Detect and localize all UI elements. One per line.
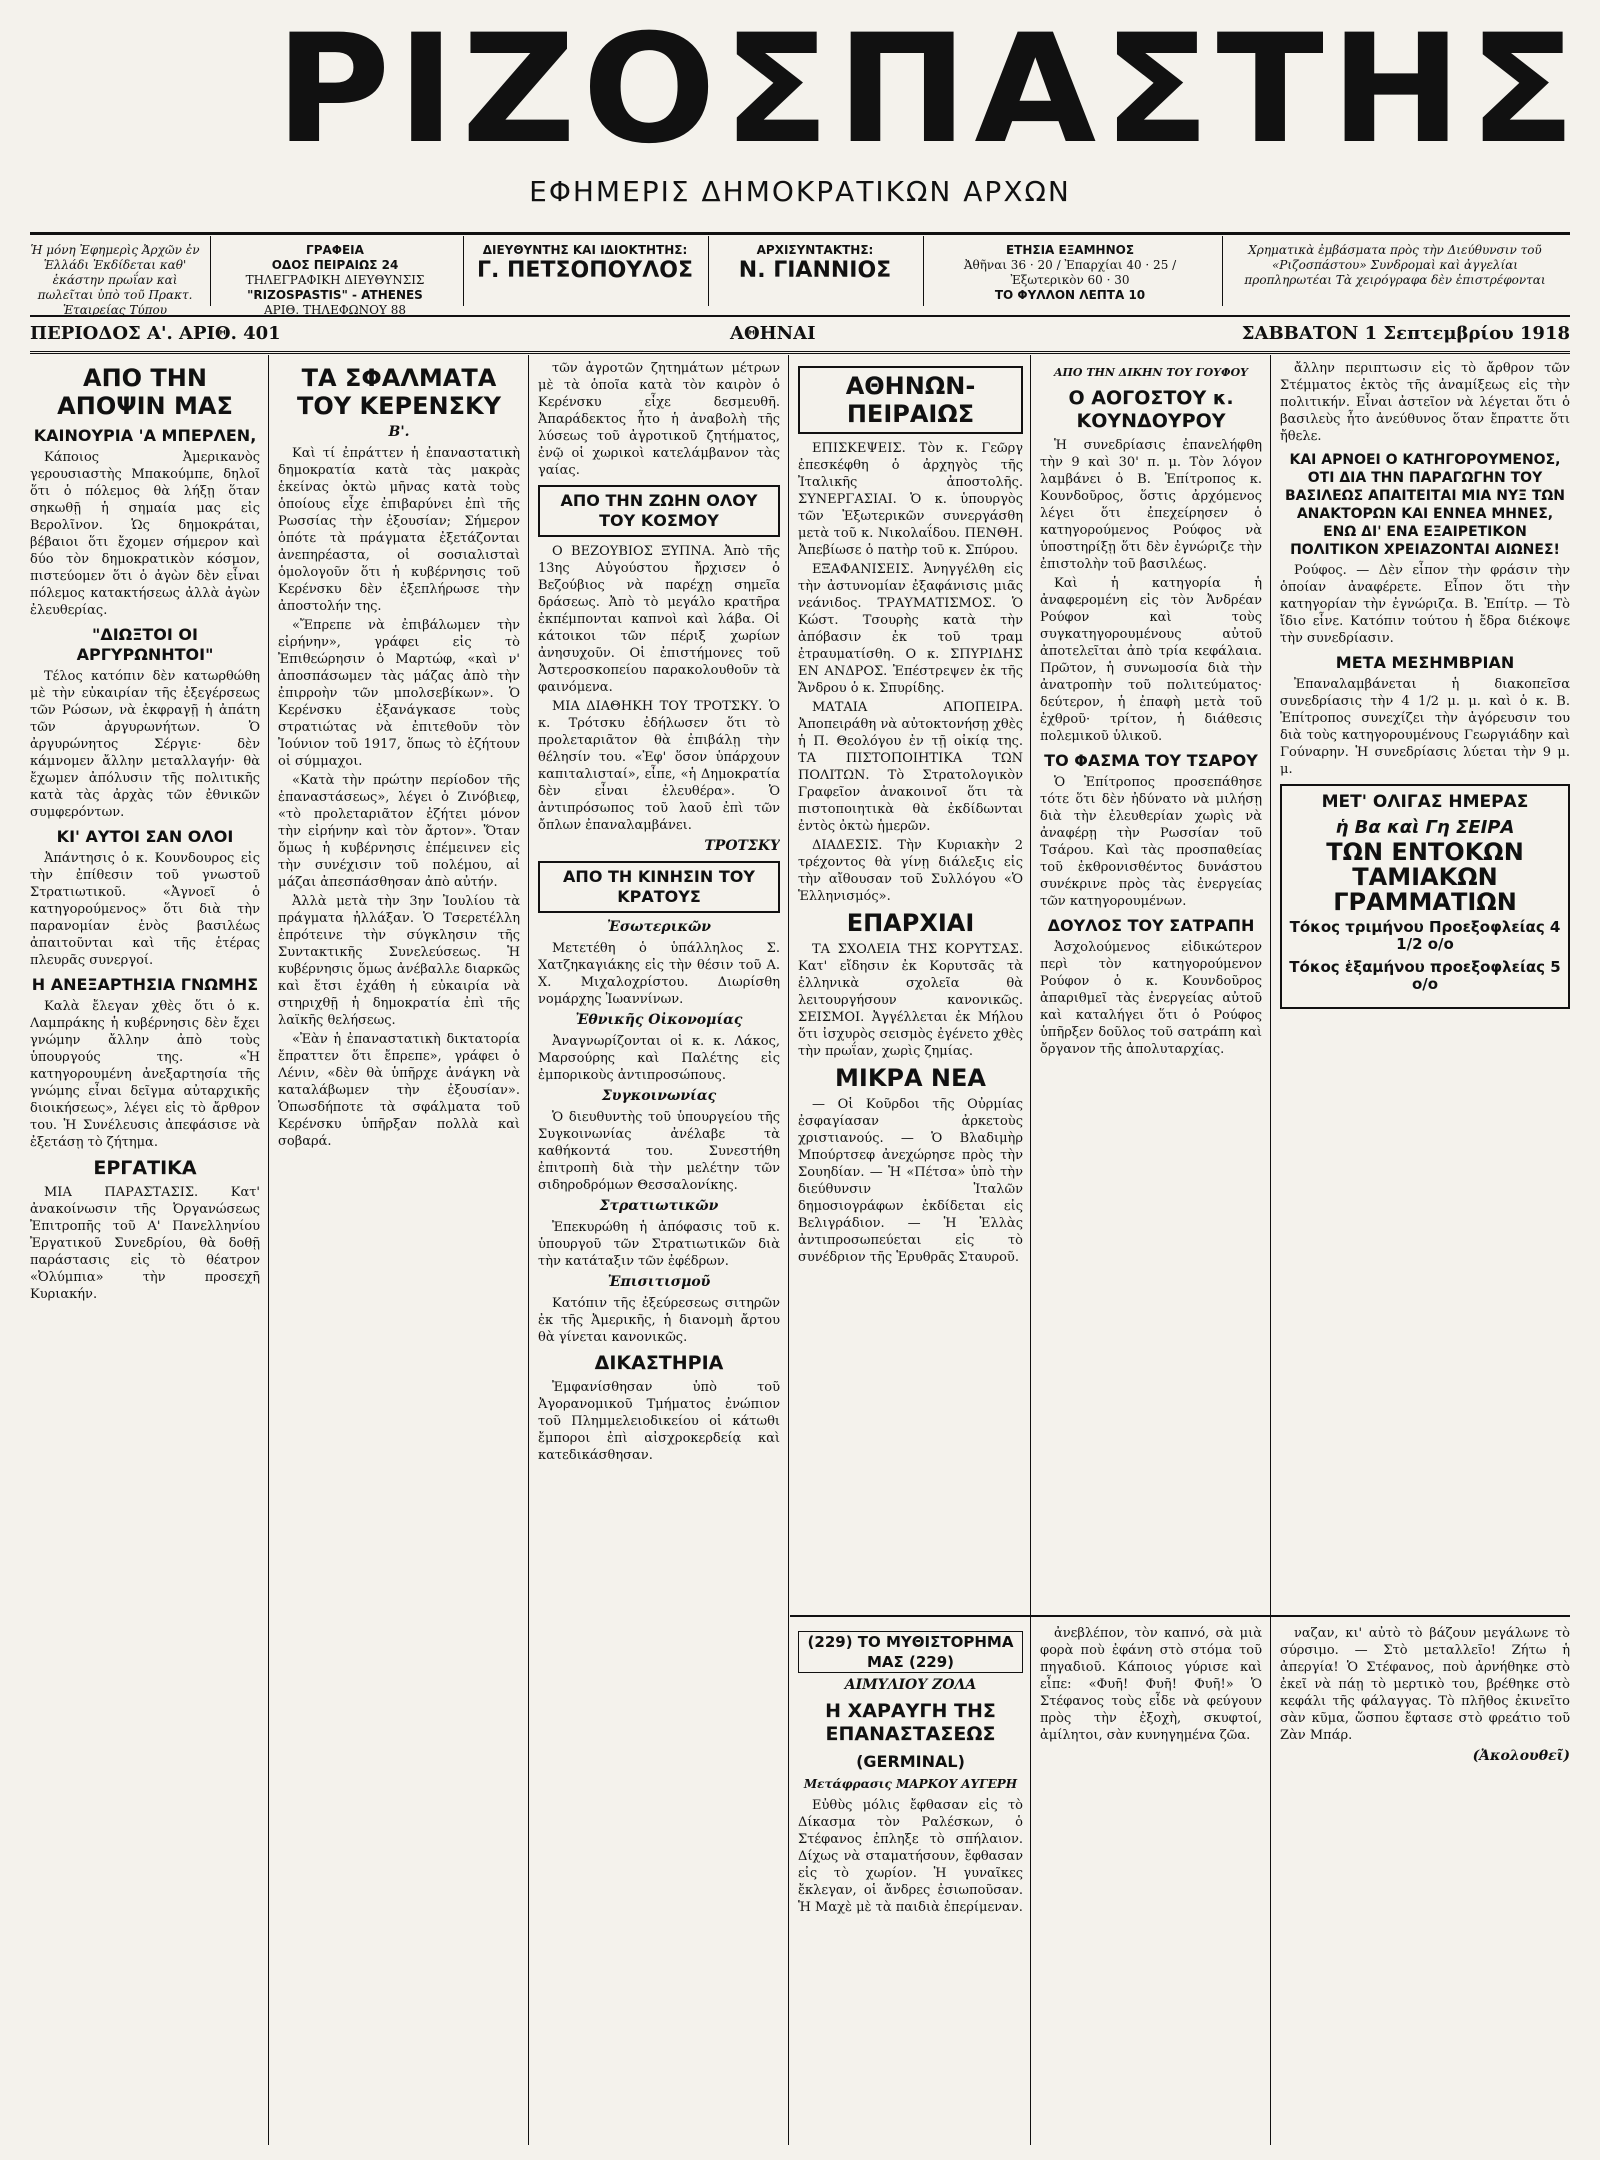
article-text: Κατόπιν τῆς ἐξεύρεσεως σιτηρῶν ἐκ τῆς Ἀμερικῆς, ἡ διανομὴ ἄρτου θὰ γίνεται κανονικῶς.	[538, 1296, 780, 1345]
column-6	[1280, 360, 1570, 1610]
serial-translator: Μετάφρασις ΜΑΡΚΟΥ ΑΥΓΕΡΗ	[803, 1777, 1018, 1791]
article-text: Ἡ συνεδρίασις ἐπανελήφθη τὴν 9 καὶ 30' π. μ. Τὸν λόγον λαμβάνει ὁ Β. Ἐπίτροπος κ. Κουνδοῦρος, ὅστις ἀρχόμενος λέγει ὅτι ἐπεχείρησεν ὁ κατηγορούμενος Ρούφος νὰ ὑποστηρίξῃ ὅτι δὲν ἐγνώριζε τὴν ἐπιστολὴν τοῦ βασιλέως.	[1040, 438, 1262, 572]
serial-column-3	[1280, 1625, 1570, 2145]
article-text: Ἐμφανίσθησαν ὑπὸ τοῦ Ἀγορανομικοῦ Τμήματος ἐνώπιον τοῦ Πλημμελειοδικείου οἱ κάτωθι ἔμποροι ἐπὶ αἰσχροκερδείᾳ καὶ κατεδικάσθησαν.	[538, 1380, 780, 1463]
info-bar	[30, 232, 1570, 315]
ad-series: ἡ Βα καὶ Γη ΣΕΙΡΑ	[1335, 817, 1515, 838]
article-text: Ἀπάντησις ὁ κ. Κουνδουρος εἰς τὴν ἐπίθεσιν τοῦ γνωστοῦ Στρατιωτικοῦ. «Ἀγνοεῖ ὁ κατηγορούμενος» ὅτι διὰ τὴν παρανομίαν ἑνὸς βασιλέως ἀπαιτοῦνται καὶ τῆς ἑτέρας πλευρᾶς συνεργοί.	[30, 851, 260, 968]
section-heading-courts: ΔΙΚΑΣΤΗΡΙΑ	[594, 1352, 724, 1374]
column-rule	[268, 355, 269, 2145]
offices-tel-head: ΤΗΛΕΓΡΑΦΙΚΗ ΔΙΕΥΘΥΝΣΙΣ	[245, 273, 425, 287]
article-subheading: ΜΕΤΑ ΜΕΣΗΜΒΡΙΑΝ	[1335, 653, 1515, 672]
newspaper-title: ΡΙΖΟΣΠΑΣΤΗΣ	[275, 3, 1583, 177]
section-heading-athens: ΑΘΗΝΩΝ-ΠΕΙΡΑΙΩΣ	[798, 366, 1023, 434]
serial-title: Η ΧΑΡΑΥΓΗ ΤΗΣ ΕΠΑΝΑΣΤΑΣΕΩΣ	[825, 1700, 996, 1745]
serial-kicker: (229) ΤΟ ΜΥΘΙΣΤΟΡΗΜΑ ΜΑΣ (229)	[798, 1631, 1023, 1673]
price: ΤΟ ΦΥΛΛΟΝ ΛΕΠΤΑ 10	[994, 288, 1146, 302]
info-divider	[923, 236, 924, 306]
article-text: Ο ΒΕΖΟΥΒΙΟΣ ΞΥΠΝΑ. Ἀπὸ τῆς 13ης Αὐγούστου ἤρχισεν ὁ Βεζούβιος νὰ παρέχῃ σημεῖα δράσεως. Ἀπὸ τὸ μεγάλο κρατῆρα ἐκπέμπονται καπνοὶ καὶ λάβα. Οἱ κάτοικοι τῶν πέριξ χωρίων ἀνησυχοῦν. Οἱ ἐπιστήμονες τοῦ Ἀστεροσκοπείου παρακολουθοῦν τὰ φαινόμενα.	[538, 544, 780, 695]
article-text: Ἀναγνωρίζονται οἱ κ. κ. Λάκος, Μαρσούρης καὶ Παλέτης εἰς ἐμπορικοὺς ἀντιπροσώπους.	[538, 1034, 780, 1083]
section-kicker: ΑΠΟ ΤΗΝ ΔΙΚΗΝ ΤΟΥ ΓΟΥΦΟΥ	[1053, 366, 1249, 379]
article-subheading: ΔΟΥΛΟΣ ΤΟΥ ΣΑΤΡΑΠΗ	[1047, 916, 1255, 935]
serial-text: Εὐθὺς μόλις ἔφθασαν εἰς τὸ Δίκασμα τὸν Ραλέσκων, ὁ Στέφανος ἐπληξε τὸ σπήλαιον. Δίχως νὰ σταματήσουν, ἔφθασαν εἰς τὸ χωρίον. Ἡ γυναῖκες ἔκλεγαν, οἱ ἄνδρες ἐσιωποῦσαν. Ἡ Μαχὲ μὲ τὰ παιδιὰ ἐπερίμεναν.	[798, 1798, 1023, 1915]
editor-name: Ν. ΓΙΑΝΝΙΟΣ	[738, 258, 892, 283]
serial-column-1	[798, 1625, 1023, 2145]
article-title: ΚΙ' ΑΥΤΟΙ ΣΑΝ ΟΛΟΙ	[56, 827, 234, 846]
article-text: — Οἱ Κοῦρδοι τῆς Οὐρμίας ἐσφαγίασαν ἀρκετοὺς χριστιανούς. — Ὁ Βλαδιμὴρ Μπούρτσεφ ἀνεχώρησε πρὸς τὴν Σουηδίαν. — Ἡ «Πέτσα» ὑπὸ τὴν διεύθυνσιν Ἰταλῶν δημοσιογράφων ἐκδίδεται εἰς Βελιγράδιον. — Ἡ Ἑλλὰς ἀντιπροσωπεύεται εἰς τὸ συνέδριον τῆς Ἑρυθρᾶς Σταυροῦ.	[798, 1097, 1023, 1265]
article-part: Β'.	[388, 424, 410, 440]
serial-text: ἀνεβλέπον, τὸν καπνό, σὰ μιὰ φορὰ ποὺ ἐφάνη στὸ στόμα τοῦ πηγαδιοῦ. Κάποιος γύρισε καὶ εἶπε: «Φυῆ! Φυῆ! Φυῆ!» Ὁ Στέφανος τοὺς εἶδε νὰ φεύγουν πρὸς τὴν ἐξοχὴ, σκυφτοί, ἀμίλητοι, σὰν κυνηγημένα ζῶα.	[1040, 1626, 1262, 1743]
ad-rate: Τόκος τριμήνου Προεξοφλείας 4 1/2 ο/ο	[1289, 918, 1561, 953]
article-text: ΕΞΑΦΑΝΙΣΕΙΣ. Ἀνηγγέλθη εἰς τὴν ἀστυνομίαν ἐξαφάνισις μιᾶς νεάνιδος. ΤΡΑΥΜΑΤΙΣΜΟΣ. Ὁ Κώστ. Τσουρὴς κατὰ τὴν ἀπόβασιν ἐκ τοῦ τραμ ἐτραυματίσθη. Ο κ. ΣΠΥΡΙΔΗΣ ΕΝ ΑΝΔΡΟΣ. Ἐπέστρεψεν ἐκ τῆς Ἄνδρου ὁ κ. Σπυρίδης.	[798, 562, 1023, 696]
editor-box	[715, 243, 915, 284]
subscription-box	[930, 243, 1210, 303]
serial-continued: (Ἀκολουθεῖ)	[1472, 1748, 1570, 1764]
ministry-heading: Στρατιωτικῶν	[599, 1198, 719, 1214]
article-title: Η ΑΝΕΞΑΡΤΗΣΙΑ ΓΝΩΜΗΣ	[31, 975, 259, 994]
subscription-head: ΕΤΗΣΙΑ ΕΞΑΜΗΝΟΣ	[1005, 243, 1135, 257]
issue-date: ΣΑΒΒΑΤΟΝ 1 Σεπτεμβρίου 1918	[1241, 323, 1570, 344]
offices-addr: ΟΔΟΣ ΠΕΙΡΑΙΩΣ 24	[271, 258, 399, 272]
article-text: Κάποιος Ἀμερικανὸς γερουσιαστὴς Μπακούμπε, δηλοῖ ὅτι ὁ πόλεμος θὰ λήξῃ ὅταν σηκωθῇ ἡ σημαία μας εἰς Βερολῖνον. Ὡς δημοκράται, βέβαιοι ὅτι ἔχομεν σήμερον καὶ δύο τὸν δημοκρατικὸν κόσμον, πιστεύομεν ὅτι ὁ ἀγὼν δὲν εἶναι πόλεμος κατακτήσεως ἀλλὰ ἀγὼν ἐλευθερίας.	[30, 450, 260, 618]
section-heading-world: ΑΠΟ ΤΗΝ ΖΩΗΝ ΟΛΟΥ ΤΟΥ ΚΟΣΜΟΥ	[538, 485, 780, 537]
article-text: ΔΙΑΔΕΣΙΣ. Τὴν Κυριακὴν 2 τρέχοντος θὰ γίνῃ διάλεξις εἰς τὴν αἴθουσαν τοῦ Συλλόγου «Ὁ Ἑλληνισμός».	[798, 838, 1023, 904]
column-3	[538, 360, 780, 2150]
column-4	[798, 360, 1023, 1610]
issue-number: ΠΕΡΙΟΔΟΣ Α'. ΑΡΙΘ. 401	[30, 323, 281, 344]
serial-text: ναζαν, κι' αὐτὸ τὸ βάζουν μεγάλωνε τὸ σύρσιμο. — Στὸ μεταλλεῖο! Ζήτω ἡ ἀπεργία! Ὁ Στέφανος, ποὺ ἀρνήθηκε στὸ ἐκεῖ νὰ πάῃ τὸ μερτικὸ του, βρέθηκε στὸ κεφάλι τῆς φάλαγγας. Τὸ πλῆθος ἐκινεῖτο σὰν κῦμα, ὥσπου ἔφτασε στὸ φρεάτιο τοῦ Ζὰν Μπάρ.	[1280, 1626, 1570, 1743]
director-head: ΔΙΕΥΘΥΝΤΗΣ ΚΑΙ ΙΔΙΟΚΤΗΤΗΣ:	[482, 243, 688, 257]
ad-line: ΤΑΜΙΑΚΩΝ	[1352, 863, 1498, 891]
info-divider	[708, 236, 709, 306]
article-text: «Ἐὰν ἡ ἐπαναστατικὴ δικτατορία ἔπραττεν ὅτι ἔπρεπε», γράφει ὁ Λένιν, «δὲν θὰ ὑπῆρχε ἀνάγκη νὰ καταλάβωμεν τὴν ἐξουσίαν». Ὁπωσδήποτε τὰ σφάλματα τοῦ Κερένσκυ ὑπῆρξαν πολλὰ καὶ σοβαρά.	[278, 1032, 520, 1149]
article-text: ΜΙΑ ΔΙΑΘΗΚΗ ΤΟΥ ΤΡΟΤΣΚΥ. Ὁ κ. Τρότσκυ ἐδήλωσεν ὅτι τὸ προλεταριᾶτον θὰ ἐπιβάλῃ τὴν θέλησίν του. «Ἐφ' ὅσον ὑπάρχουν καπιταλισταί», εἶπε, «ἡ Δημοκρατία δὲν εἶναι ἐλευθέρα». Ὁ ἀντιπρόσωπος τοῦ λαοῦ ἐπὶ τῶν ὄπλων ἐπαναλαμβάνει.	[538, 699, 780, 833]
info-divider	[463, 236, 464, 306]
director-box	[470, 243, 700, 284]
column-rule	[788, 355, 789, 2145]
article-text: Τέλος κατόπιν δὲν κατωρθώθη μὲ τὴν εὐκαιρίαν τῆς ἐξεγέρσεως τῶν Ρώσων, νὰ ἐκφραγῇ ἡ ἀπάτη τῶν ἀργυρωνήτων. Ὁ ἀργυρώνητος Σέργιε· δὲν κάμνομεν ἄλλην μεταλλαγήν· θὰ ἔχωμεν ἀπόλυσιν τῆς πολιτικῆς κατὰ τὰς ἀρχὰς τῶν ἐθνικῶν συμφερόντων.	[30, 669, 260, 820]
article-text: ΜΙΑ ΠΑΡΑΣΤΑΣΙΣ. Κατ' ἀνακοίνωσιν τῆς Ὀργανώσεως Ἐπιτροπῆς τοῦ Α' Πανελληνίου Ἐργατικοῦ Συνεδρίου, θὰ δοθῇ παράστασις εἰς τὸ θέατρον «Ὀλύμπια» τὴν προσεχῆ Κυριακήν.	[30, 1185, 260, 1302]
newspaper-subtitle: ΕΦΗΜΕΡΙΣ ΔΗΜΟΚΡΑΤΙΚΩΝ ΑΡΧΩΝ	[529, 175, 1071, 208]
offices-tel: "RIZOSPASTIS" - ATHENES	[247, 288, 423, 302]
masthead	[0, 0, 1600, 230]
ad-kicker: ΜΕΤ' ΟΛΙΓΑΣ ΗΜΕΡΑΣ	[1321, 792, 1529, 812]
trial-headline: ΚΑΙ ΑΡΝΟΕΙ Ο ΚΑΤΗΓΟΡΟΥΜΕΝΟΣ, ΟΤΙ ΔΙΑ ΤΗΝ ΠΑΡΑΓΩΓΗΝ ΤΟΥ ΒΑΣΙΛΕΩΣ ΑΠΑΙΤΕΙΤΑΙ ΜΙΑ ΝΥΞ ΤΩΝ ΑΝΑΚΤΟΡΩΝ ΚΑΙ ΕΝΝΕΑ ΜΗΝΕΣ, ΕΝΩ ΔΙ' ΕΝΑ ΕΞΑΙΡΕΤΙΚΟΝ ΠΟΛΙΤΙΚΟΝ ΧΡΕΙΑΖΟΝΤΑΙ ΑΙΩΝΕΣ!	[1285, 452, 1565, 558]
column-1	[30, 360, 260, 2150]
article-title: ΚΑΙΝΟΥΡΙΑ 'Α ΜΠΕΡΛΕΝ,	[33, 426, 257, 445]
editor-head: ΑΡΧΙΣΥΝΤΑΚΤΗΣ:	[756, 243, 874, 257]
section-heading-small-news: ΜΙΚΡΑ ΝΕΑ	[835, 1064, 986, 1092]
info-divider	[210, 236, 211, 306]
article-text: ΤΑ ΣΧΟΛΕΙΑ ΤΗΣ ΚΟΡΥΤΣΑΣ. Κατ' εἴδησιν ἐκ Κορυτσᾶς τὰ ἑλληνικὰ σχολεῖα θὰ λειτουργήσουν κανονικῶς. ΣΕΙΣΜΟΙ. Ἀγγέλλεται ἐκ Μήλου ὅτι ἰσχυρὸς σεισμὸς ἐγένετο χθὲς τὴν πρωΐαν, χωρὶς ζημίας.	[798, 942, 1023, 1059]
ministry-heading: Ἐπισιτισμοῦ	[607, 1274, 711, 1290]
ad-line: ΓΡΑΜΜΑΤΙΩΝ	[1333, 888, 1517, 916]
ad-line: ΤΩΝ ΕΝΤΟΚΩΝ	[1326, 838, 1524, 866]
section-heading-apopsin: ΑΠΟ ΤΗΝ ΑΠΟΨΙΝ ΜΑΣ	[57, 364, 233, 420]
column-rule	[528, 355, 529, 2145]
motto: Ἡ μόνη Ἐφημερὶς Ἀρχῶν ἐν Ἑλλάδι Ἐκδίδεται καθ' ἑκάστην πρωΐαν καὶ πωλεῖται ὑπὸ τοῦ Πρακτ. Ἑταιρείας Τύπου	[30, 243, 200, 317]
serial-author: ΑΙΜΥΛΙΟΥ ΖΟΛΑ	[844, 1677, 977, 1693]
article-text: ΜΑΤΑΙΑ ΑΠΟΠΕΙΡΑ. Ἀποπειράθη νὰ αὐτοκτονήσῃ χθὲς ἡ Π. Θεολόγου ἐν τῇ οἰκίᾳ της. ΤΑ ΠΙΣΤΟΠΟΙΗΤΙΚΑ ΤΩΝ ΠΟΛΙΤΩΝ. Τὸ Στρατολογικὸν Γραφεῖον ἀνακοινοῖ ὅτι τὰ πιστοποιητικὰ θὰ ἐκδίδωνται ἐντὸς ὀκτὼ ἡμερῶν.	[798, 700, 1023, 834]
article-text: Καὶ τί ἐπράττεν ἡ ἐπαναστατικὴ δημοκρατία κατὰ τὰς μακρὰς ἑκείνας ὀκτὼ μῆνας κατὰ τοὺς ὁποίους εἶχε ἐπιβαρύνει ἐπὶ τῆς Ρωσσίας τὴν ἐξουσίαν; Σήμερον ὁπότε τὰ πράγματα ἐξετάζονται ἀνεπηρέαστα, οἱ σοσιαλισταὶ ὁμολογοῦν ὅτι ἡ κυβέρνησις τοῦ Κερένσκυ δὲν ἐξεπλήρωσε τὴν ἀποστολήν της.	[278, 446, 520, 614]
article-heading-koundouros: Ο ΑΟΓΟΣΤΟΥ κ. ΚΟΥΝΔΟΥΡΟΥ	[1068, 387, 1234, 432]
article-text: ΕΠΙΣΚΕΨΕΙΣ. Τὸν κ. Γεῶργ ἐπεσκέφθη ὁ ἀρχηγὸς τῆς Ἰταλικῆς ἀποστολῆς. ΣΥΝΕΡΓΑΣΙΑΙ. Ὁ κ. ὑπουργὸς τῶν Ἐξωτερικῶν συνεργάσθη μετὰ τοῦ κ. Νικολαΐδου. ΠΕΝΘΗ. Ἀπεβίωσε ὁ πατὴρ τοῦ κ. Σπύρου.	[798, 441, 1023, 558]
article-text: Ἐπεκυρώθη ἡ ἀπόφασις τοῦ κ. ὑπουργοῦ τῶν Στρατιωτικῶν διὰ τὴν κατάταξιν τῶν ἐφέδρων.	[538, 1220, 780, 1269]
article-text: Καὶ ἡ κατηγορία ἡ ἀναφερομένη εἰς τὸν Ἀνδρέαν Ρούφον καὶ τοὺς συγκατηγορουμένους αὐτοῦ ἀποτελεῖται ἀπὸ τρία κεφάλαια. Πρῶτον, ἡ συνωμοσία διὰ τὴν ἀνατροπὴν τοῦ πολιτεύματος· δεύτερον, ἡ ἐπαφὴ μετὰ τοῦ ἐχθροῦ· τρίτον, ἡ διάθεσις πολεμικοῦ ὑλικοῦ.	[1040, 576, 1262, 744]
ministry-heading: Συγκοινωνίας	[601, 1088, 717, 1104]
article-text: ἄλλην περιπτωσιν εἰς τὸ ἄρθρον τῶν Στέμματος ἐκτὸς τῆς ἀναμίξεως εἰς τὴν πολιτικήν. Εἶναι ἀστεῖον νὰ λέγεται ὅτι ὁ βασιλεὺς ἦτο ἀνεύθυνος ὅταν ἔπραττε ὅτι ἤθελε.	[1280, 361, 1570, 444]
ads-notice: Χρηματικὰ ἐμβάσματα πρὸς τὴν Διεύθυνσιν τοῦ «Ριζοσπάστου» Συνδρομαὶ καὶ ἀγγελίαι προπληρωτέαι Τὰ χειρόγραφα δὲν ἐπιστρέφονται	[1244, 243, 1546, 287]
serial-column-2	[1040, 1625, 1262, 2145]
column-2	[278, 360, 520, 2150]
section-heading-state: ΑΠΟ ΤΗ ΚΙΝΗΣΙΝ ΤΟΥ ΚΡΑΤΟΥΣ	[538, 861, 780, 913]
offices-head: ΓΡΑΦΕΙΑ	[306, 243, 364, 257]
article-text: «Κατὰ τὴν πρώτην περίοδον τῆς ἐπαναστάσεως», λέγει ὁ Ζινόβιεφ, «τὸ προλεταριᾶτον ἐζήτει μόνον τὴν εἰρήνην καὶ τὸν ἄρτον». Ὅταν ὅμως ἡ κυβέρνησις ἐπέμεινεν εἰς τὴν συνέχισιν τοῦ πολέμου, αἱ μάζαι ἀπεσπάσθησαν ἀπὸ αὐτήν.	[278, 773, 520, 890]
offices-box	[215, 243, 455, 318]
subscription-lines: Ἀθῆναι 36 · 20 / Ἐπαρχίαι 40 · 25 / Ἐξωτερικὸν 60 · 30	[963, 258, 1177, 287]
treasury-bills-ad	[1280, 784, 1570, 1009]
article-text: Ρούφος. — Δὲν εἶπον τὴν φράσιν τὴν ὁποίαν ἀναφέρετε. Εἶπον ὅτι τὴν κατηγορίαν τὴν ἐγνώριζα. Β. Ἐπίτρ. — Τὸ ἴδιο εἶνε. Κατόπιν τούτου ἡ ἔδρα διέκοψε τὴν συνεδρίασιν.	[1280, 563, 1570, 646]
article-text: Ὁ διευθυντὴς τοῦ ὑπουργείου τῆς Συγκοινωνίας ἀνέλαβε τὰ καθήκοντά του. Συνεστήθη ἐπιτροπὴ διὰ τὴν μελέτην τῶν σιδηροδρόμων Θεσσαλονίκης.	[538, 1110, 780, 1193]
article-title: "ΔΙΩΞΤΟΙ ΟΙ ΑΡΓΥΡΩΝΗΤΟΙ"	[76, 625, 214, 664]
serial-rule	[790, 1615, 1570, 1617]
city: ΑΘΗΝΑΙ	[730, 323, 816, 344]
director-name: Γ. ΠΕΤΣΟΠΟΥΛΟΣ	[476, 258, 693, 283]
article-text: Ἐπαναλαμβάνεται ἡ διακοπεῖσα συνεδρίασις τὴν 4 1/2 μ. μ. καὶ ὁ κ. Β. Ἐπίτροπος συνεχίζει τὴν ἀγόρευσιν του διὰ τοὺς κατηγορουμένους Γεωργιάδην καὶ Γούναρην. Ἡ συνεδρίασις λύεται τὴν 9 μ. μ.	[1280, 677, 1570, 777]
article-subheading: ΤΟ ΦΑΣΜΑ ΤΟΥ ΤΣΑΡΟΥ	[1044, 751, 1258, 770]
article-text: Μετετέθη ὁ ὑπάλληλος Σ. Χατζηκαγιάκης εἰς τὴν θέσιν τοῦ Α. Χ. Μιχαλοχρίστου. Διωρίσθη νομάρχης Ἰωαννίνων.	[538, 941, 780, 1007]
section-heading-ergatika: ΕΡΓΑΤΙΚΑ	[93, 1157, 197, 1179]
article-signature: ΤΡΟΤΣΚΥ	[704, 838, 780, 854]
column-rule	[1270, 355, 1271, 2145]
dateline	[30, 315, 1570, 354]
section-heading-provinces: ΕΠΑΡΧΙΑΙ	[846, 909, 975, 937]
article-text: Καλὰ ἔλεγαν χθὲς ὅτι ὁ κ. Λαμπράκης ἡ κυβέρνησις δὲν ἔχει γνώμην ἄλλην ἀπὸ τοὺς ὑπουργούς της. «Ἡ κατηγορουμένη ἀνεξαρτησία τῆς γνώμης εἶναι δεῖγμα αὐταρχικῆς διοικήσεως», λέγει εἰς τὸ ἄρθρον του. Ἡ Συνέλευσις ἀπεφάσισε νὰ ἐξετάσῃ τὸ ζήτημα.	[30, 999, 260, 1150]
article-text: Ὁ Ἐπίτροπος προσεπάθησε τότε ὅτι δὲν ἠδύνατο νὰ μιλήσῃ διὰ τὴν ἐλευθερίαν χωρὶς νὰ ἀναφέρῃ τὴν Ρωσσίαν τοῦ Τσάρου. Καὶ τὰς προσπαθείας τοῦ ἐκθρονισθέντος δυνάστου συνέκρινε πρὸς τὰς ἐνεργείας τῶν κατηγορουμένων.	[1040, 775, 1262, 909]
article-text: Ἀλλὰ μετὰ τὴν 3ην Ἰουλίου τὰ πράγματα ἠλλάξαν. Ὁ Τσερετέλλη ἐπρότεινε τὴν σύγκλησιν τῆς Συντακτικῆς Συνελεύσεως. Ἡ κυβέρνησις ὅμως ἀνέβαλλε διαρκῶς καὶ ἔτσι ἐχάθη ἡ εὐκαιρία νὰ στηριχθῇ ἡ δημοκρατία ἐπὶ τῆς λαϊκῆς θελήσεως.	[278, 894, 520, 1028]
ministry-heading: Ἐθνικῆς Οἰκονομίας	[575, 1012, 743, 1028]
article-text: «Ἔπρεπε νὰ ἐπιβάλωμεν τὴν εἰρήνην», γράφει εἰς τὸ Ἐπιθεώρησιν ὁ Μαρτώφ, «καὶ ν' ἀποσπάσωμεν τὰς μάζας ἀπὸ τὴν ἐπιρροὴν τῶν μπολσεβίκων». Ὁ Κερένσκυ ἐξανάγκασε τοὺς στρατιώτας νὰ ἐπιτεθοῦν τὸν Ἰούνιον τοῦ 1917, ὅπως τὸ ἐζήτουν οἱ σύμμαχοι.	[278, 618, 520, 769]
column-rule	[1030, 355, 1031, 2145]
info-divider	[1222, 236, 1223, 306]
article-text: Ἀσχολούμενος εἰδικώτερον περὶ τὸν κατηγορούμενον Ρούφον ὁ κ. Κουνδοῦρος ἀπαριθμεῖ τὰς ἐνεργείας αὐτοῦ καὶ καταλήγει ὅτι ὁ Ρούφος ὑπῆρξεν δοῦλος τοῦ σατράπη καὶ ὄργανον τῆς ἀπολυταρχίας.	[1040, 940, 1262, 1057]
ad-rate: Τόκος ἑξαμήνου προεξοφλείας 5 ο/ο	[1289, 958, 1561, 993]
ministry-heading: Ἐσωτερικῶν	[606, 919, 712, 935]
article-text: τῶν ἀγροτῶν ζητημάτων μέτρων μὲ τὰ ὁποῖα κατὰ τὸν καιρὸν ὁ Κερένσκυ εἶχε δεσμευθῆ. Ἀπαράδεκτος ἦτο ἡ ἀναβολὴ τῆς λύσεως τοῦ ἀγροτικοῦ ζητήματος, ἐνῷ οἱ χωρικοὶ κατελάμβανον τὰς γαίας.	[538, 361, 780, 478]
serial-subtitle: (GERMINAL)	[856, 1752, 965, 1771]
article-heading-kerensky: ΤΑ ΣΦΑΛΜΑΤΑ ΤΟΥ ΚΕΡΕΝΣΚΥ	[297, 364, 501, 420]
column-5	[1040, 360, 1262, 1610]
offices-phone: ΑΡΙΘ. ΤΗΛΕΦΩΝΟΥ 88	[264, 303, 406, 317]
